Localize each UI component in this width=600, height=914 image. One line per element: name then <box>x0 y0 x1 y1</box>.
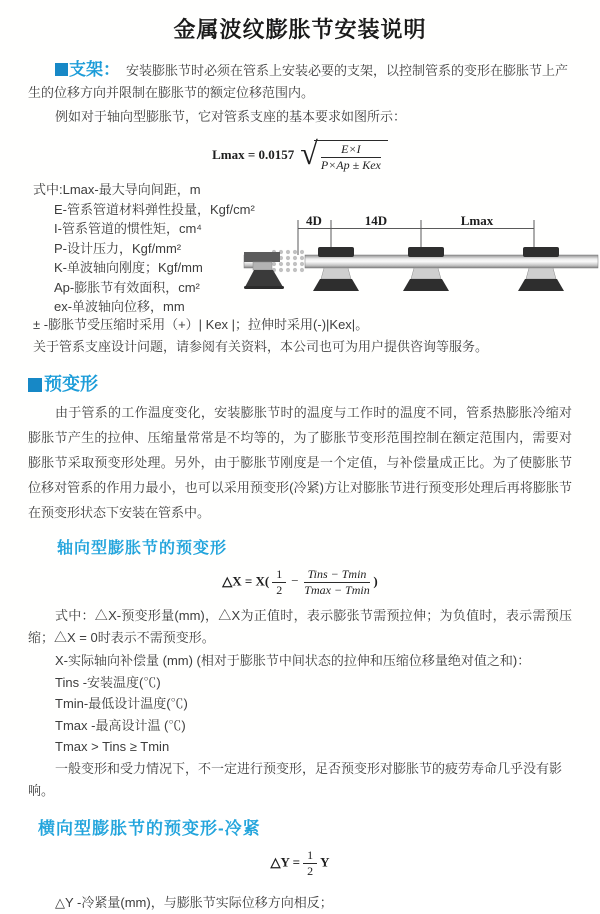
axial-predeform-formula <box>0 568 600 597</box>
guide-support <box>403 247 449 291</box>
formula-denominator: P×Ap ± Kex <box>320 158 381 172</box>
dimension-labels <box>306 213 494 228</box>
formula-rhs: Y <box>320 853 330 869</box>
axial-subheading: 轴向型膨胀节的预变形 <box>57 540 228 557</box>
guide-spacing-formula <box>0 135 600 174</box>
predeform-heading-text: 预变形 <box>44 374 98 394</box>
variable-line: X-实际轴向补偿量 (mm) (相对于膨胀节中间状态的拉伸和压缩位移量绝对值之和)： <box>55 653 531 668</box>
service-note: 关于管系支座设计问题，请参阅有关资料，本公司也可为用户提供咨询等服务。 <box>33 339 489 354</box>
axial-note: 一般变形和受力情况下，不一定进行预变形，足否预变形对膨胀节的疲劳寿命几乎没有影响。 <box>28 760 563 798</box>
support-intro-text: 安装膨胀节时必须在管系上安装必要的支架，以控制管系的变形在膨胀节上产生的位移方向并限制在膨胀节的额定位移范围内。 <box>28 63 569 100</box>
axial-variable-list <box>55 650 572 758</box>
definition-line: P-设计压力，Kgf/mm² <box>54 240 182 256</box>
formula-lhs: △Y = <box>270 853 301 869</box>
definitions-and-diagram <box>33 180 572 314</box>
dim-label-14d: 14D <box>364 213 388 228</box>
one-half-fraction: $\frac{1}{2}$ <box>303 849 317 878</box>
variable-line: Tmin-最低设计温度(℃) <box>55 696 188 711</box>
lateral-predeform-formula <box>0 849 600 878</box>
lateral-note: △Y -冷紧量(mm)，与膨胀节实际位移方向相反； <box>55 894 333 910</box>
one-half-fraction: $\frac{1}{2}$ <box>272 568 286 597</box>
support-intro-paragraph <box>28 59 572 104</box>
formula-rhs: ) <box>373 573 378 589</box>
predeform-paragraph: 由于管系的工作温度变化，安装膨胀节时的温度与工作时的温度不同，管系热膨胀冷缩对膨胀节产生的拉伸、压缩量常常是不均等的，为了膨胀节变形范围控制在额定范围内，需要对膨胀节采取预变形处理。另外，由于膨胀节刚度是一个定值，与补偿量成正比。为了使膨胀节位移对管系的作用力最小，也可以采用预变形(冷紧)方让对膨胀节进行预变形处理后再将膨胀节在预变形状态下安装在管系中。 <box>28 405 572 520</box>
dim-label-4d: 4D <box>306 213 322 228</box>
definition-line: Ap-膨胀节有效面积，cm² <box>54 279 200 295</box>
definition-line: 式中:Lmax-最大导向间距，m <box>33 182 201 197</box>
axial-explain: 式中：△X-预变形量(mm)，△X为正值时，表示膨张节需预拉伸；为负值时，表示需预压缩；△X = 0时表示不需预变形。 <box>28 608 572 645</box>
minus-operator: − <box>291 573 299 589</box>
formula-lhs: △X = X( <box>222 573 270 589</box>
formula-numerator: E×I <box>321 143 381 158</box>
dim-label-lmax: Lmax <box>460 213 494 228</box>
guide-support <box>313 247 359 291</box>
section-bullet-icon <box>28 378 42 392</box>
guide-support <box>518 247 564 291</box>
support-example-line: 例如对于轴向型膨胀节，它对管系支座的基本要求如图所示： <box>55 109 407 124</box>
sqrt-body <box>314 140 388 172</box>
formula-lhs: Lmax = 0.0157 <box>212 146 295 162</box>
section-bullet-icon <box>55 63 68 76</box>
definition-line: K-单波轴向刚度；Kgf/mm <box>54 260 203 275</box>
support-section-label: 支架： <box>69 60 120 79</box>
lateral-subheading: 横向型膨胀节的预变形-冷紧 <box>38 818 261 838</box>
definition-line: I-管系管道的惯性矩，cm⁴ <box>54 221 202 236</box>
pipe-support-diagram <box>244 212 598 306</box>
definition-line: E-管系管道材料弹性投量，Kgf/cm² <box>54 201 255 217</box>
pm-note: ± -膨胀节受压缩时采用（+）| Kex |；拉伸时采用(-)|Kex|。 <box>33 317 369 332</box>
anchor-support <box>244 252 284 289</box>
definition-line: ex-单波轴向位移，mm <box>54 299 185 314</box>
variable-line: Tins -安装温度(℃) <box>55 674 161 690</box>
temperature-fraction: $\frac{\text{Tins − Tmin}}{Tmax - Tmin}$ <box>304 567 370 597</box>
variable-line: Tmax -最高设计温 (℃) <box>55 717 186 733</box>
page-title: 金属波纹膨胀节安装说明 <box>173 17 427 42</box>
sqrt-sign: √ <box>300 135 318 171</box>
variable-line: Tmax > Tins ≥ Tmin <box>55 739 170 754</box>
predeform-section-heading <box>28 374 600 394</box>
